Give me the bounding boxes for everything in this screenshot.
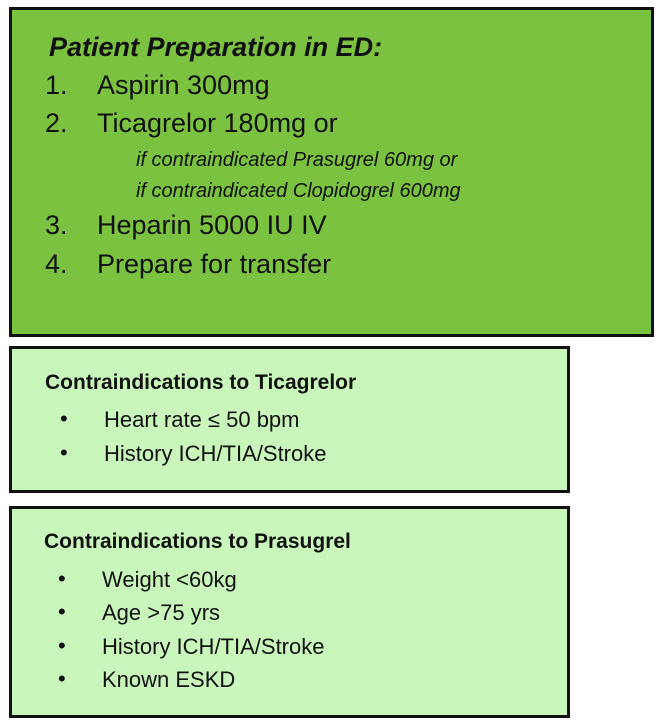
- step-2: [45, 108, 338, 139]
- step-text: Ticagrelor 180mg or: [97, 108, 338, 138]
- prasugrel-item-eskd: Known ESKD: [102, 667, 236, 692]
- step-1: [45, 70, 270, 101]
- step-number: 4.: [45, 249, 68, 279]
- step-number: 3.: [45, 210, 68, 240]
- step-text: Prepare for transfer: [97, 249, 332, 279]
- step-text: Heparin 5000 IU IV: [97, 210, 327, 240]
- prasugrel-contraindications-box: [9, 506, 570, 718]
- prasugrel-item-history: History ICH/TIA/Stroke: [102, 634, 325, 659]
- step-number: 2.: [45, 108, 68, 138]
- patient-preparation-title: Patient Preparation in ED:: [49, 32, 383, 62]
- alternative-clopidogrel: if contraindicated Clopidogrel 600mg: [136, 180, 461, 202]
- bullet-icon: •: [58, 599, 66, 624]
- patient-preparation-box: [9, 7, 654, 337]
- step-text: Aspirin 300mg: [97, 70, 270, 100]
- prasugrel-item-age: Age >75 yrs: [102, 600, 221, 625]
- bullet-icon: •: [60, 440, 68, 465]
- alternative-prasugrel: if contraindicated Prasugrel 60mg or: [136, 149, 458, 171]
- ticagrelor-item-history: History ICH/TIA/Stroke: [104, 441, 327, 466]
- ticagrelor-contraindications-box: [9, 346, 570, 493]
- step-4: [45, 249, 331, 280]
- bullet-icon: •: [58, 666, 66, 691]
- prasugrel-item-weight: Weight <60kg: [102, 567, 237, 592]
- bullet-icon: •: [60, 406, 68, 431]
- ticagrelor-contraindications-title: Contraindications to Ticagrelor: [45, 371, 357, 394]
- bullet-icon: •: [58, 633, 66, 658]
- ticagrelor-item-heart-rate: Heart rate ≤ 50 bpm: [104, 407, 300, 432]
- bullet-icon: •: [58, 566, 66, 591]
- step-number: 1.: [45, 70, 68, 100]
- prasugrel-contraindications-title: Contraindications to Prasugrel: [44, 530, 351, 553]
- step-3: [45, 210, 327, 241]
